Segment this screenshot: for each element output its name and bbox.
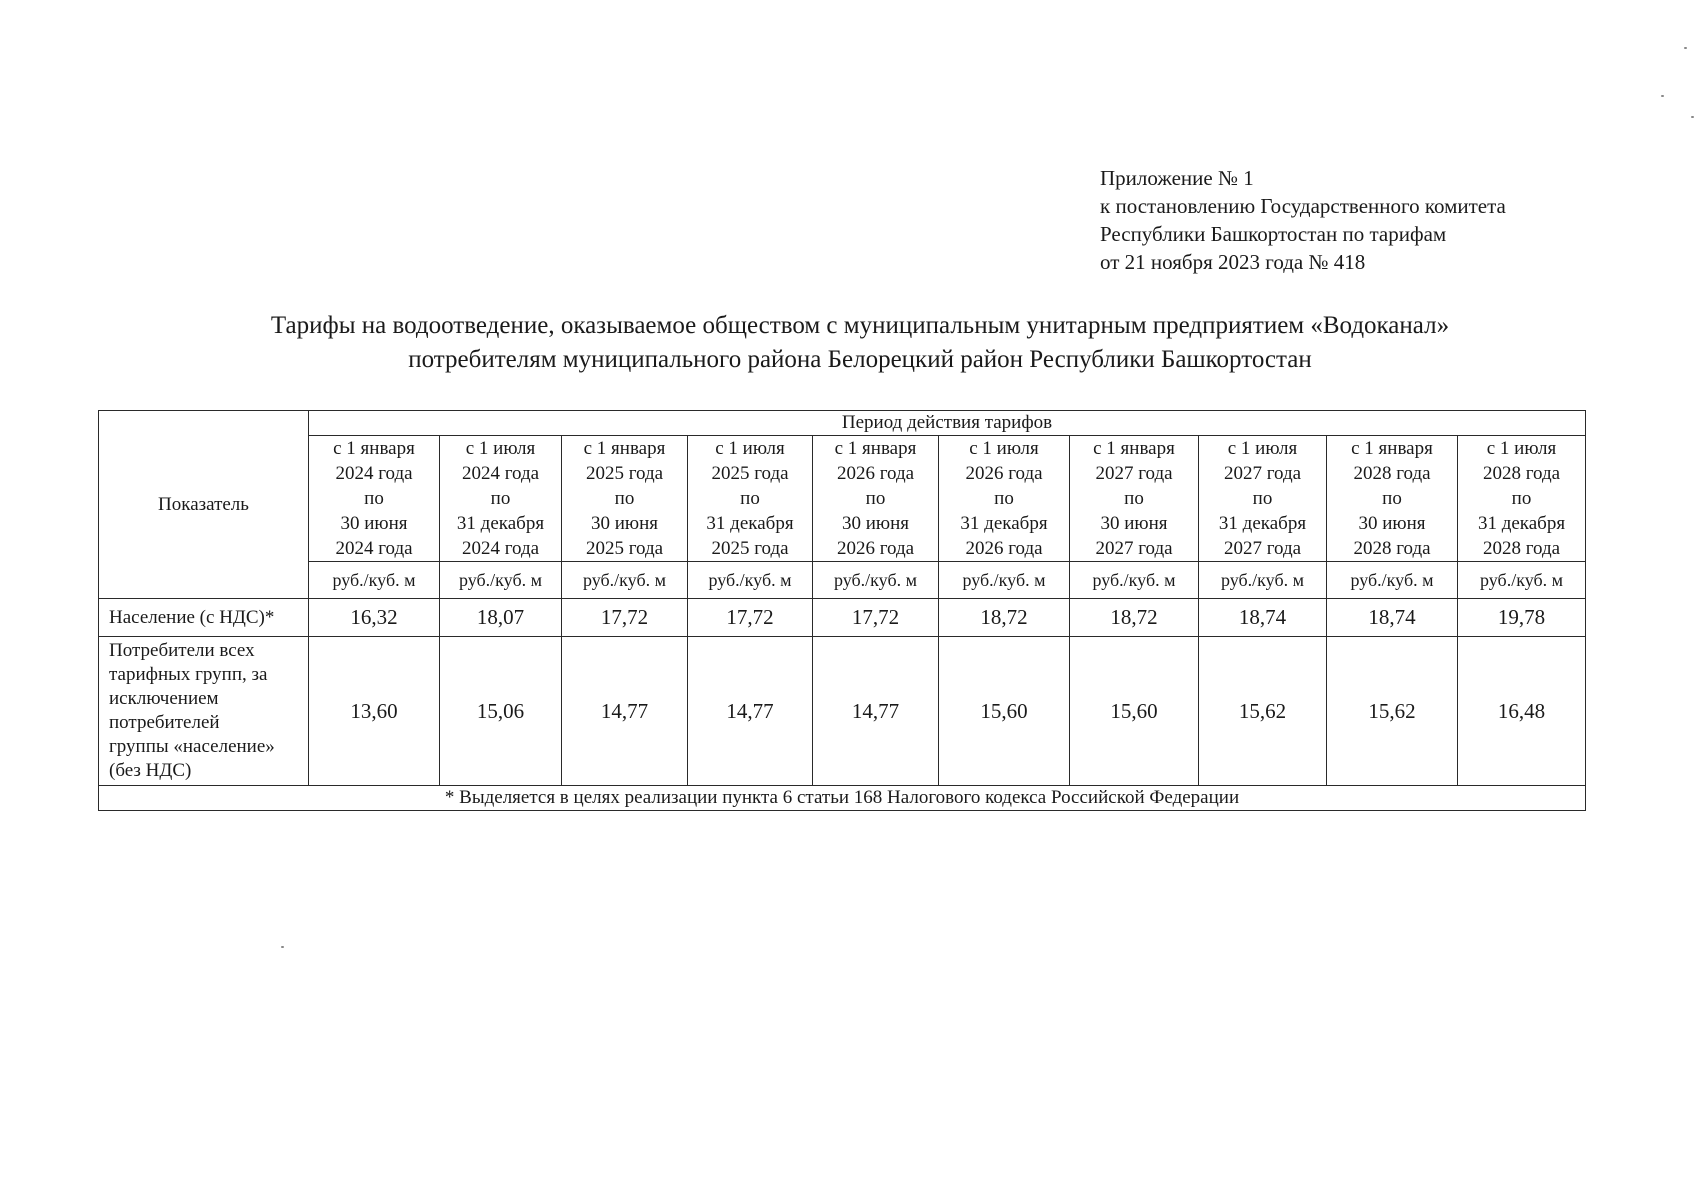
period-text: 31 декабря xyxy=(456,513,545,534)
period-text: 2027 года xyxy=(1095,463,1173,484)
tariff-value: 17,72 xyxy=(813,599,939,637)
period-text: по xyxy=(364,488,384,509)
period-text: 30 июня xyxy=(841,513,910,534)
unit-cell: руб./куб. м xyxy=(939,562,1070,599)
scan-speck xyxy=(1684,47,1687,49)
period-text: по xyxy=(1124,488,1144,509)
period-text: 30 июня xyxy=(590,513,659,534)
row-label-line: Потребители всех xyxy=(109,640,255,661)
scan-speck xyxy=(281,946,284,948)
period-text: 2025 года xyxy=(585,463,664,484)
row-label-line: группы «население» xyxy=(109,736,275,757)
footnote-row xyxy=(99,786,1586,811)
tariff-value: 15,62 xyxy=(1199,637,1327,786)
period-text: 30 июня xyxy=(340,513,408,534)
title-line: Тарифы на водоотведение, оказываемое обществом с муниципальным унитарным предприятием «Водоканал» xyxy=(270,312,1450,339)
unit-cell: руб./куб. м xyxy=(562,562,688,599)
row-label-line: потребителей xyxy=(109,712,220,733)
scan-speck xyxy=(1691,116,1694,118)
unit-cell: руб./куб. м xyxy=(688,562,813,599)
period-text: 31 декабря xyxy=(1477,513,1566,534)
period-text: 2027 года xyxy=(1223,463,1302,484)
period-text: 30 июня xyxy=(1358,513,1426,534)
period-text: 2024 года xyxy=(335,538,413,559)
tariff-value: 18,72 xyxy=(1070,599,1199,637)
appendix-block xyxy=(1100,164,1660,276)
appendix-line: от 21 ноября 2023 года № 418 xyxy=(1100,250,1366,274)
tariff-value: 15,06 xyxy=(440,637,562,786)
period-text: 2028 года xyxy=(1482,538,1561,559)
tariff-value: 18,07 xyxy=(440,599,562,637)
row-label: Население (с НДС)* xyxy=(99,599,309,637)
tariff-value: 16,32 xyxy=(309,599,440,637)
period-text: с 1 июля xyxy=(465,438,536,459)
row-label-line: (без НДС) xyxy=(109,760,192,781)
row-label-line: тарифных групп, за xyxy=(109,664,268,685)
period-cell xyxy=(1199,436,1327,562)
appendix-line: Республики Башкортостан по тарифам xyxy=(1100,222,1447,246)
period-row xyxy=(99,436,1586,562)
period-cell xyxy=(939,436,1070,562)
period-text: по xyxy=(865,488,886,509)
period-text: по xyxy=(1511,488,1532,509)
period-text: с 1 июля xyxy=(1486,438,1557,459)
period-text: с 1 января xyxy=(1093,438,1175,459)
period-text: 2024 года xyxy=(461,463,540,484)
period-text: с 1 июля xyxy=(715,438,785,459)
unit-cell: руб./куб. м xyxy=(309,562,440,599)
period-cell xyxy=(688,436,813,562)
footnote: * Выделяется в целях реализации пункта 6 статьи 168 Налогового кодекса Российской Федерации xyxy=(99,786,1586,811)
period-text: с 1 января xyxy=(834,438,917,459)
period-cell xyxy=(813,436,939,562)
tariff-value: 15,60 xyxy=(939,637,1070,786)
tariff-value: 15,60 xyxy=(1070,637,1199,786)
tariff-value: 14,77 xyxy=(688,637,813,786)
period-text: по xyxy=(1382,488,1402,509)
tariff-value: 14,77 xyxy=(813,637,939,786)
period-text: 2027 года xyxy=(1223,538,1302,559)
title-line: потребителям муниципального района Белорецкий район Республики Башкортостан xyxy=(408,346,1312,373)
period-text: с 1 июля xyxy=(969,438,1039,459)
period-text: 31 декабря xyxy=(1218,513,1307,534)
period-text: 2024 года xyxy=(461,538,540,559)
unit-cell: руб./куб. м xyxy=(1199,562,1327,599)
period-text: с 1 января xyxy=(333,438,415,459)
period-text: 2028 года xyxy=(1353,538,1431,559)
period-text: по xyxy=(490,488,511,509)
period-text: 2027 года xyxy=(1095,538,1173,559)
period-text: по xyxy=(614,488,635,509)
period-text: 2024 года xyxy=(335,463,413,484)
scan-speck xyxy=(1661,95,1664,97)
period-text: 2028 года xyxy=(1482,463,1561,484)
tariff-table xyxy=(98,410,1586,811)
table-row xyxy=(99,637,1586,786)
period-cell xyxy=(1327,436,1458,562)
period-text: по xyxy=(1252,488,1273,509)
appendix-line: Приложение № 1 xyxy=(1100,166,1254,190)
period-cell xyxy=(1458,436,1586,562)
unit-cell: руб./куб. м xyxy=(440,562,562,599)
period-cell xyxy=(562,436,688,562)
period-text: 2026 года xyxy=(836,463,915,484)
tariff-value: 19,78 xyxy=(1458,599,1586,637)
unit-cell: руб./куб. м xyxy=(1327,562,1458,599)
tariff-value: 16,48 xyxy=(1458,637,1586,786)
period-text: с 1 января xyxy=(583,438,666,459)
period-text: по xyxy=(740,488,760,509)
period-cell xyxy=(1070,436,1199,562)
document-title xyxy=(90,309,1630,377)
row-label-line: исключением xyxy=(109,688,219,709)
unit-cell: руб./куб. м xyxy=(1070,562,1199,599)
unit-row xyxy=(99,562,1586,599)
appendix-line: к постановлению Государственного комитета xyxy=(1100,194,1506,218)
period-text: с 1 января xyxy=(1351,438,1433,459)
period-text: по xyxy=(994,488,1014,509)
tariff-value: 13,60 xyxy=(309,637,440,786)
row-label xyxy=(99,637,309,786)
period-cell xyxy=(440,436,562,562)
tariff-value: 15,62 xyxy=(1327,637,1458,786)
tariff-value: 18,74 xyxy=(1199,599,1327,637)
tariff-value: 17,72 xyxy=(562,599,688,637)
period-text: 2025 года xyxy=(711,538,789,559)
unit-cell: руб./куб. м xyxy=(1458,562,1586,599)
tariff-value: 18,72 xyxy=(939,599,1070,637)
period-text: с 1 июля xyxy=(1227,438,1298,459)
period-text: 2025 года xyxy=(711,463,789,484)
period-text: 2025 года xyxy=(585,538,664,559)
period-text: 2026 года xyxy=(965,538,1043,559)
period-text: 31 декабря xyxy=(960,513,1048,534)
period-text: 2026 года xyxy=(836,538,915,559)
period-cell xyxy=(309,436,440,562)
indicator-header: Показатель xyxy=(99,411,309,599)
period-text: 2026 года xyxy=(965,463,1043,484)
tariff-value: 18,74 xyxy=(1327,599,1458,637)
period-text: 2028 года xyxy=(1353,463,1431,484)
period-header: Период действия тарифов xyxy=(309,411,1586,436)
period-text: 31 декабря xyxy=(706,513,794,534)
tariff-value: 14,77 xyxy=(562,637,688,786)
unit-cell: руб./куб. м xyxy=(813,562,939,599)
period-text: 30 июня xyxy=(1100,513,1168,534)
table-row xyxy=(99,599,1586,637)
tariff-value: 17,72 xyxy=(688,599,813,637)
